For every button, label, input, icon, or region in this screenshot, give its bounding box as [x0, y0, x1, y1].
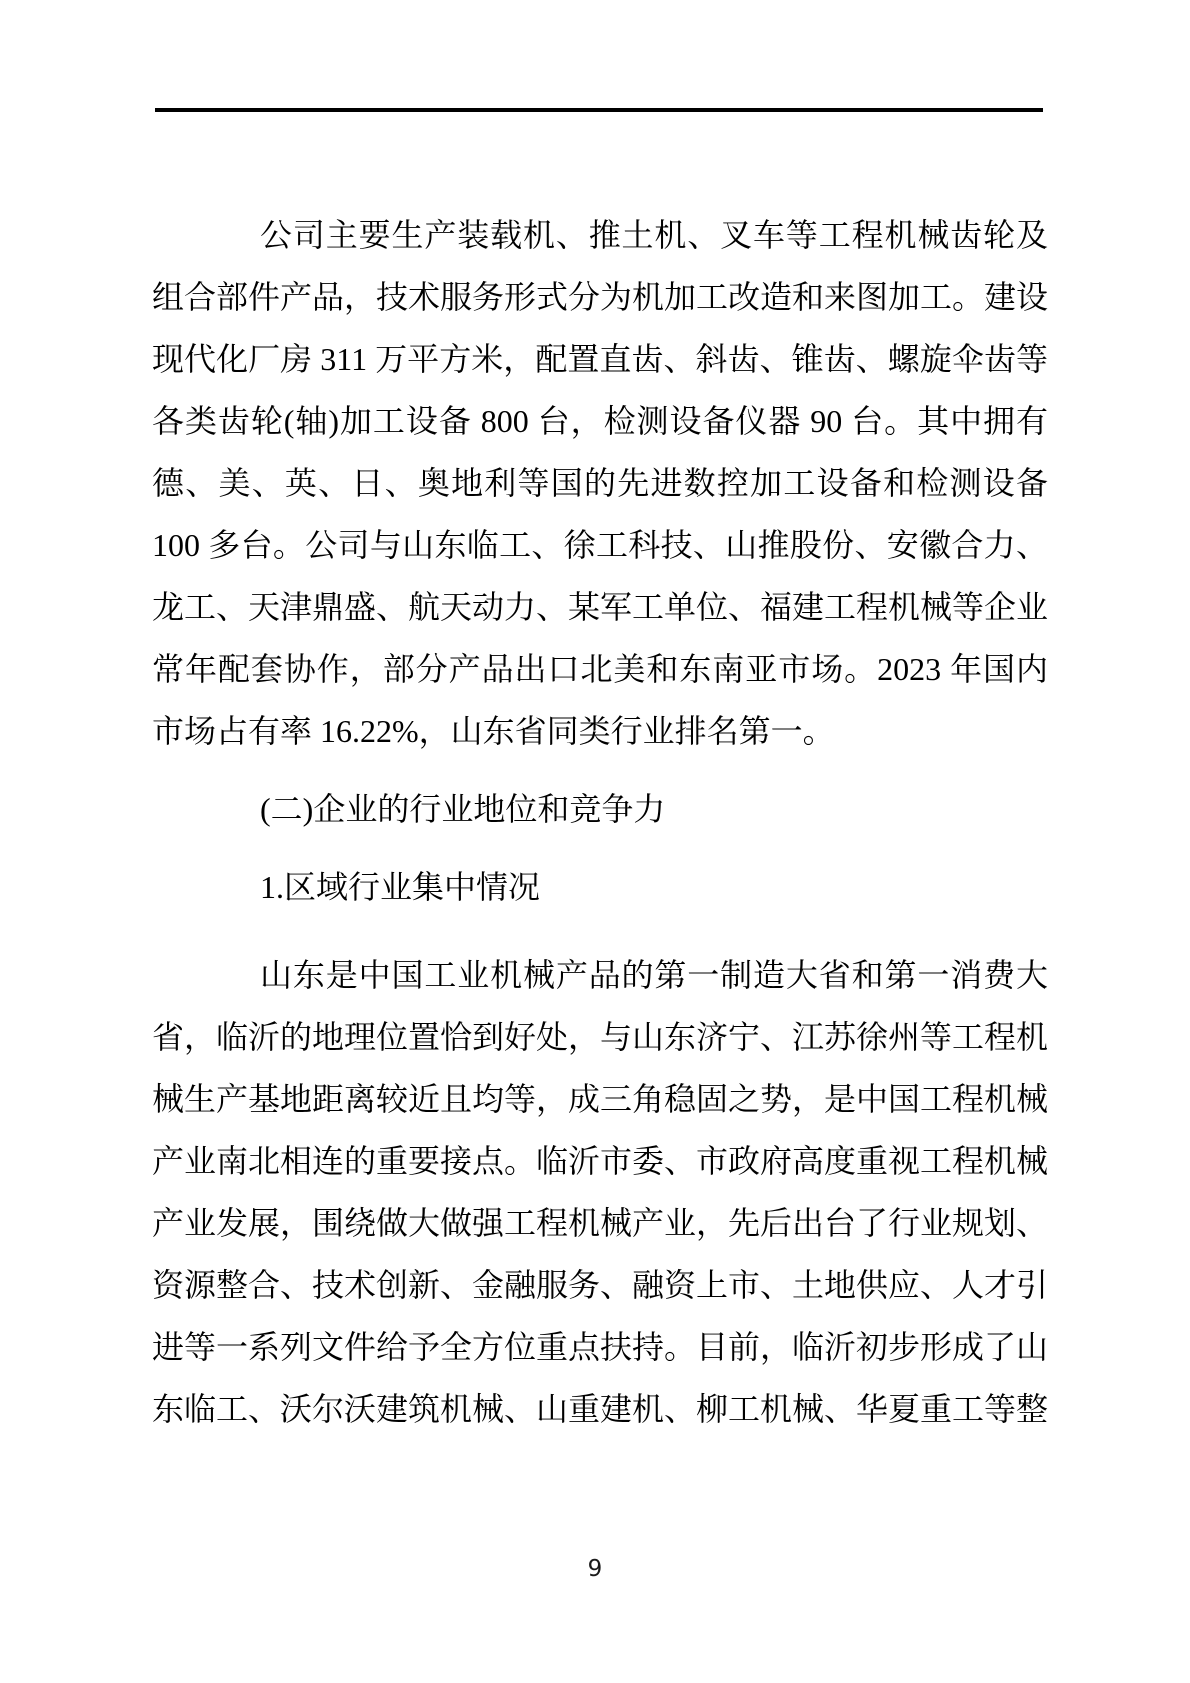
header-rule — [155, 108, 1043, 112]
page-number: 9 — [587, 1556, 603, 1582]
paragraph-regional-industry: 山东是中国工业机械产品的第一制造大省和第一消费大省，临沂的地理位置恰到好处，与山东济宁、江苏徐州等工程机械生产基地距离较近且均等，成三角稳固之势，是中国工程机械产业南北相连的重要接点。临沂市委、市政府高度重视工程机械产业发展，围绕做大做强工程机械产业，先后出台了行业规划、资源整合、技术创新、金融服务、融资上市、土地供应、人才引进等一系列文件给予全方位重点扶持。目前，临沂初步形成了山东临工、沃尔沃建筑机械、山重建机、柳工机械、华夏重工等整 — [152, 957, 1049, 1427]
subsection-heading: 1.区域行业集中情况 — [260, 869, 541, 905]
section-heading: (二)企业的行业地位和竞争力 — [260, 791, 666, 827]
document-body — [152, 204, 1048, 1440]
paragraph-company-overview: 公司主要生产装载机、推土机、叉车等工程机械齿轮及组合部件产品，技术服务形式分为机加工改造和来图加工。建设现代化厂房 311 万平方米，配置直齿、斜齿、锥齿、螺旋伞齿等各类齿轮(轴)加工设备 800 台，检测设备仪器 90 台。其中拥有德、美、英、日、奥地利等国的先进数控加工设备和检测设备 100 多台。公司与山东临工、徐工科技、山推股份、安徽合力、龙工、天津鼎盛、航天动力、某军工单位、福建工程机械等企业常年配套协作，部分产品出口北美和东南亚市场。2023 年国内市场占有率 16.22%，山东省同类行业排名第一。 — [152, 217, 1049, 749]
